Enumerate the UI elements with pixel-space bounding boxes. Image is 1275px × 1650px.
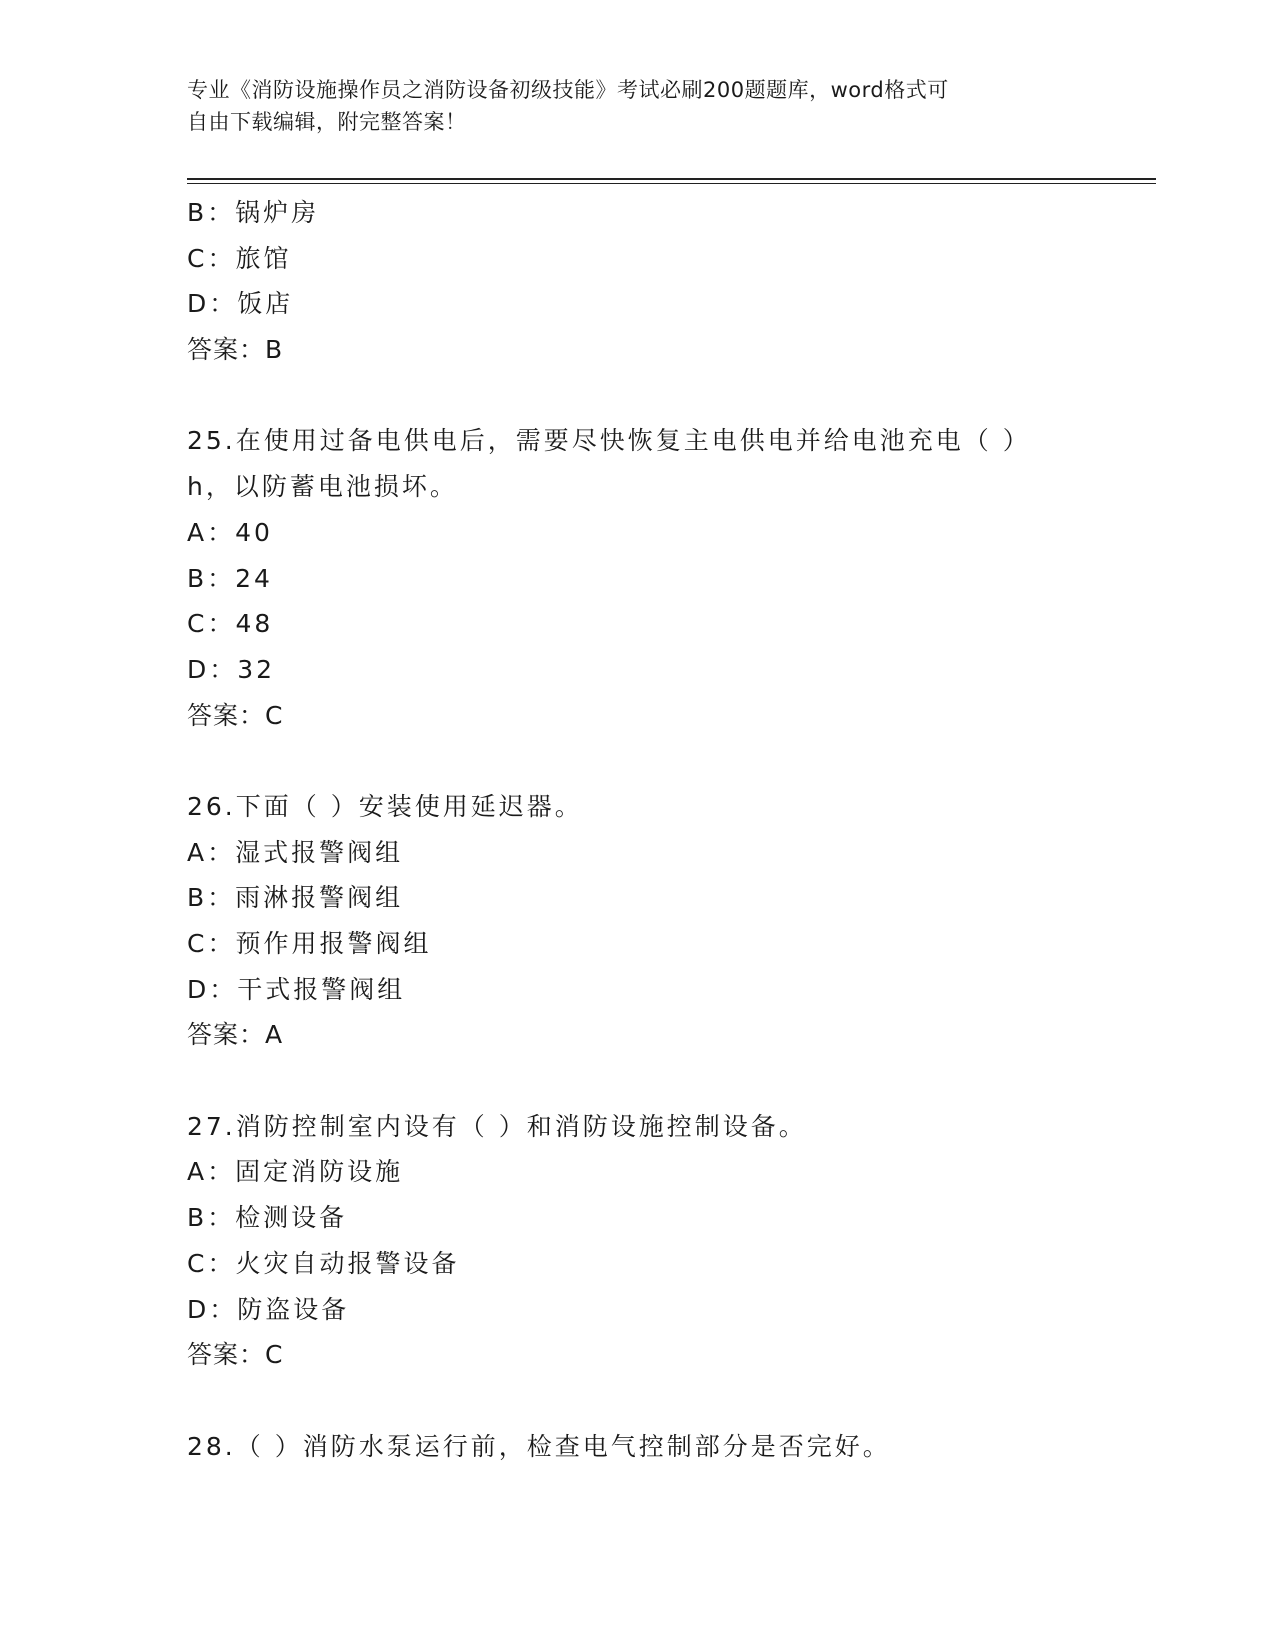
spacer (187, 1378, 1087, 1424)
option-b: B：雨淋报警阀组 (187, 883, 404, 913)
option-c: C：旅馆 (187, 243, 292, 273)
option-d: D：防盗设备 (187, 1294, 350, 1324)
header-divider-thin (187, 183, 1156, 184)
option-c: C：48 (187, 609, 274, 639)
question-27 (187, 1104, 1087, 1378)
question-stem: 25.在使用过备电供电后，需要尽快恢复主电供电并给电池充电（ ） (187, 426, 1031, 456)
option-c: C：火灾自动报警设备 (187, 1248, 460, 1278)
question-list (187, 190, 1087, 1469)
document-header (187, 74, 1067, 138)
spacer (187, 738, 1087, 784)
option-a: A：湿式报警阀组 (187, 837, 404, 867)
option-a: A：固定消防设施 (187, 1157, 404, 1187)
header-divider-thick (187, 178, 1156, 180)
answer: 答案：B (187, 335, 284, 365)
option-b: B：锅炉房 (187, 198, 320, 227)
spacer (187, 1058, 1087, 1104)
option-b: B：24 (187, 563, 273, 593)
question-stem: 26.下面（ ）安装使用延迟器。 (187, 791, 583, 821)
header-line-2: 自由下载编辑，附完整答案！ (187, 110, 467, 134)
answer: 答案：C (187, 700, 284, 730)
question-26 (187, 784, 1087, 1058)
question-stem: 28.（ ）消防水泵运行前，检查电气控制部分是否完好。 (187, 1431, 891, 1461)
option-d: D：饭店 (187, 289, 294, 319)
option-d: D：干式报警阀组 (187, 974, 406, 1004)
question-stem: h，以防蓄电池损坏。 (187, 472, 458, 502)
header-line-1: 专业《消防设施操作员之消防设备初级技能》考试必刷200题题库，word格式可 (187, 78, 949, 102)
question-28 (187, 1424, 1087, 1470)
answer: 答案：A (187, 1020, 284, 1050)
spacer (187, 373, 1087, 419)
question-24-continued (187, 190, 1087, 373)
question-25 (187, 418, 1087, 738)
option-c: C：预作用报警阀组 (187, 929, 432, 958)
option-a: A：40 (187, 517, 273, 547)
answer: 答案：C (187, 1340, 284, 1370)
option-b: B：检测设备 (187, 1203, 348, 1233)
question-stem: 27.消防控制室内设有（ ）和消防设施控制设备。 (187, 1111, 807, 1141)
option-d: D：32 (187, 654, 276, 684)
